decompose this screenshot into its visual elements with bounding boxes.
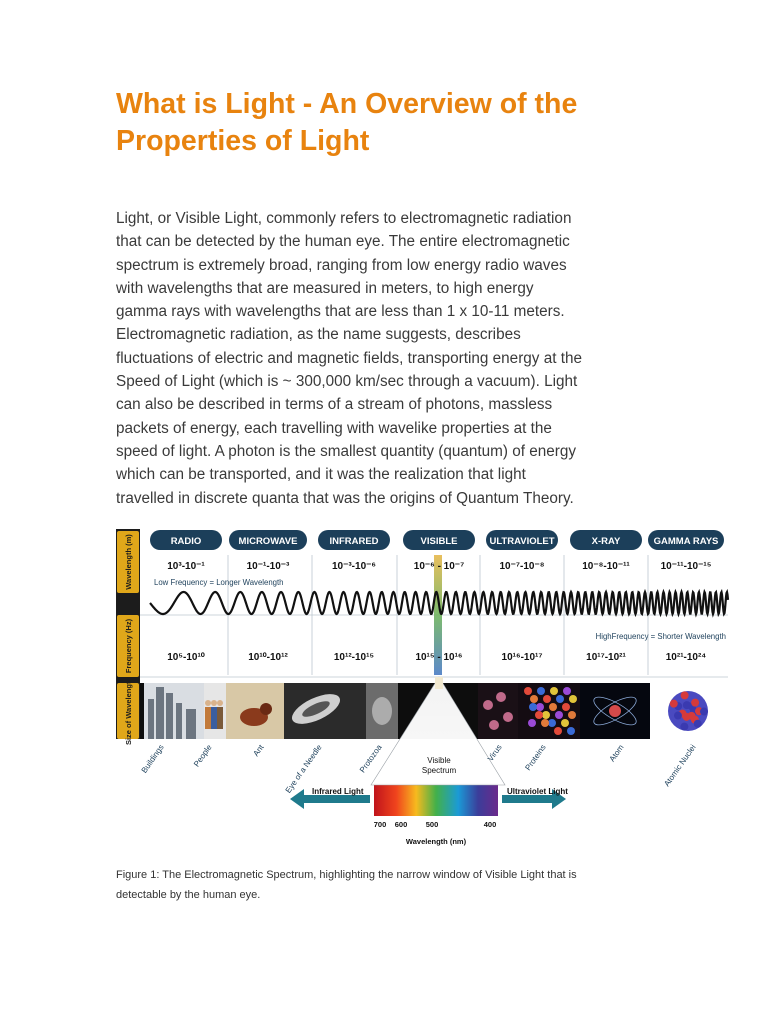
person-body bbox=[217, 707, 223, 729]
article-paragraph bbox=[116, 207, 656, 510]
building-shape bbox=[166, 693, 173, 739]
person-head bbox=[211, 700, 217, 706]
title-line-2: Properties of Light bbox=[116, 125, 370, 157]
rainbow-spectrum bbox=[374, 783, 498, 816]
size-label: Ant bbox=[251, 742, 266, 758]
paragraph-line: with wavelengths that are measured in meters, to high energy bbox=[116, 279, 534, 297]
em-spectrum-figure bbox=[116, 527, 730, 854]
band-name: ULTRAVIOLET bbox=[489, 536, 555, 547]
person-head bbox=[217, 700, 223, 706]
nucleon bbox=[674, 712, 682, 720]
virus-particle bbox=[503, 712, 513, 722]
title-line-1: What is Light - An Overview of the bbox=[116, 88, 578, 120]
person-body bbox=[211, 707, 217, 729]
row-label: Size of Wavelength bbox=[124, 676, 133, 746]
band-name: GAMMA RAYS bbox=[653, 536, 719, 547]
band-frequency: 10¹²-10¹⁵ bbox=[333, 652, 375, 663]
band-name: MICROWAVE bbox=[238, 536, 298, 547]
paragraph-line: which can be transported, and it was the realization that light bbox=[116, 466, 526, 484]
paragraph-line: that can be detected by the human eye. The entire electromagnetic bbox=[116, 233, 570, 251]
size-label: Eye of a Needle bbox=[283, 742, 324, 795]
protein-blob bbox=[536, 703, 544, 711]
protein-blob bbox=[530, 695, 538, 703]
size-label: People bbox=[191, 742, 214, 769]
paragraph-line: travelled in discrete quanta that was the origins of Quantum Theory. bbox=[116, 489, 574, 507]
nm-tick-label: 500 bbox=[425, 820, 439, 829]
nm-tick-label: 600 bbox=[394, 820, 408, 829]
size-label: Atom bbox=[607, 742, 626, 764]
paragraph-line: fluctuations of electric and magnetic fields, transporting energy at the bbox=[116, 349, 582, 367]
protein-blob bbox=[528, 719, 536, 727]
paragraph-line: speed of light. A photon is the smallest quantity (quantum) of energy bbox=[116, 442, 577, 460]
band-frequency: 10²¹-10²⁴ bbox=[665, 652, 707, 663]
protein-blob bbox=[529, 703, 537, 711]
nucleon bbox=[700, 708, 708, 716]
building-shape bbox=[148, 699, 154, 739]
building-shape bbox=[156, 687, 164, 739]
protein-blob bbox=[524, 687, 532, 695]
size-label: Virus bbox=[485, 742, 504, 763]
building-shape bbox=[186, 709, 196, 739]
high-frequency-note: HighFrequency = Shorter Wavelength bbox=[595, 632, 726, 641]
low-frequency-note: Low Frequency = Longer Wavelength bbox=[154, 578, 284, 587]
visible-spectrum-label: Visible bbox=[427, 756, 451, 765]
band-name: INFRARED bbox=[329, 536, 379, 547]
size-label: Proteins bbox=[523, 742, 548, 773]
protein-blob bbox=[542, 711, 550, 719]
protein-blob bbox=[561, 719, 569, 727]
band-name: RADIO bbox=[170, 536, 202, 547]
size-label: Protozoa bbox=[357, 742, 384, 775]
band-wavelength: 10⁻³-10⁻⁶ bbox=[331, 561, 377, 572]
protein-blob bbox=[569, 695, 577, 703]
band-frequency: 10¹⁵ - 10¹⁶ bbox=[415, 652, 463, 663]
protein-blob bbox=[548, 719, 556, 727]
virus-photo bbox=[478, 683, 518, 739]
protein-blob bbox=[554, 727, 562, 735]
paragraph-line: Speed of Light (which is ~ 300,000 km/sec through a vacuum). Light bbox=[116, 373, 578, 391]
protein-blob bbox=[562, 703, 570, 711]
protein-blob bbox=[563, 687, 571, 695]
protein-blob bbox=[535, 711, 543, 719]
paragraph-line: can also be described in terms of a stream of photons, massless bbox=[116, 396, 553, 414]
paragraph-line: spectrum is extremely broad, ranging from low energy radio waves bbox=[116, 256, 567, 274]
row-label: Frequency (Hz) bbox=[124, 618, 133, 674]
band-frequency: 10⁵-10¹⁰ bbox=[167, 652, 205, 663]
size-label: Buildings bbox=[139, 742, 166, 775]
beam-top bbox=[435, 677, 443, 689]
ultraviolet-light-label: Ultraviolet Light bbox=[507, 787, 568, 796]
protein-blob bbox=[537, 687, 545, 695]
band-wavelength: 10⁻⁸-10⁻¹¹ bbox=[582, 561, 630, 572]
virus-particle bbox=[483, 700, 493, 710]
protein-blob bbox=[541, 719, 549, 727]
protein-blob bbox=[555, 711, 563, 719]
protozoa-shape bbox=[372, 697, 392, 725]
band-wavelength: 10⁻¹¹-10⁻¹⁵ bbox=[660, 561, 712, 572]
band-name: VISIBLE bbox=[420, 536, 458, 547]
nucleon bbox=[670, 700, 678, 708]
paragraph-line: gamma rays with wavelengths that are less than 1 x 10-11 meters. bbox=[116, 303, 565, 321]
wavelength-axis-label: Wavelength (nm) bbox=[405, 837, 467, 846]
size-label: Atomic Nuclei bbox=[662, 742, 698, 789]
row-label: Wavelength (m) bbox=[124, 534, 133, 590]
band-wavelength: 10⁻⁶ - 10⁻⁷ bbox=[413, 561, 465, 572]
article-title bbox=[116, 86, 676, 160]
band-name: X-RAY bbox=[591, 536, 621, 547]
atom-nucleus bbox=[609, 705, 621, 717]
nucleon bbox=[681, 691, 689, 699]
nm-tick-label: 700 bbox=[373, 820, 387, 829]
virus-particle bbox=[489, 720, 499, 730]
protein-blob bbox=[549, 703, 557, 711]
figure-caption bbox=[116, 865, 646, 905]
nucleon bbox=[683, 701, 691, 709]
caption-line: detectable by the human eye. bbox=[116, 889, 261, 901]
caption-line: Figure 1: The Electromagnetic Spectrum, highlighting the narrow window of Visible Light that is bbox=[116, 869, 577, 881]
em-spectrum-diagram bbox=[116, 527, 730, 854]
protein-blob bbox=[567, 727, 575, 735]
band-frequency: 10¹⁰-10¹² bbox=[248, 652, 288, 663]
person-head bbox=[205, 700, 211, 706]
paragraph-line: packets of energy, each travelling with wavelike properties at the bbox=[116, 419, 552, 437]
nucleon bbox=[691, 699, 699, 707]
infrared-light-label: Infrared Light bbox=[312, 787, 364, 796]
protein-blob bbox=[543, 695, 551, 703]
band-wavelength: 10⁻¹-10⁻³ bbox=[246, 561, 290, 572]
virus-particle bbox=[496, 692, 506, 702]
nm-tick-label: 400 bbox=[483, 820, 497, 829]
band-wavelength: 10⁻⁷-10⁻⁸ bbox=[499, 561, 545, 572]
paragraph-line: Electromagnetic radiation, as the name suggests, describes bbox=[116, 326, 521, 344]
paragraph-line: Light, or Visible Light, commonly refers to electromagnetic radiation bbox=[116, 210, 572, 227]
nucleon bbox=[680, 723, 688, 731]
band-frequency: 10¹⁶-10¹⁷ bbox=[501, 652, 543, 663]
person-body bbox=[205, 707, 211, 729]
protein-blob bbox=[550, 687, 558, 695]
ant-head bbox=[260, 703, 272, 715]
nucleon bbox=[694, 720, 702, 728]
building-shape bbox=[176, 703, 182, 739]
nucleon bbox=[688, 712, 696, 720]
band-frequency: 10¹⁷-10²¹ bbox=[586, 652, 626, 663]
protein-blob bbox=[556, 695, 564, 703]
band-wavelength: 10³-10⁻¹ bbox=[167, 561, 205, 572]
visible-spectrum-label: Spectrum bbox=[421, 766, 457, 775]
protein-blob bbox=[568, 711, 576, 719]
